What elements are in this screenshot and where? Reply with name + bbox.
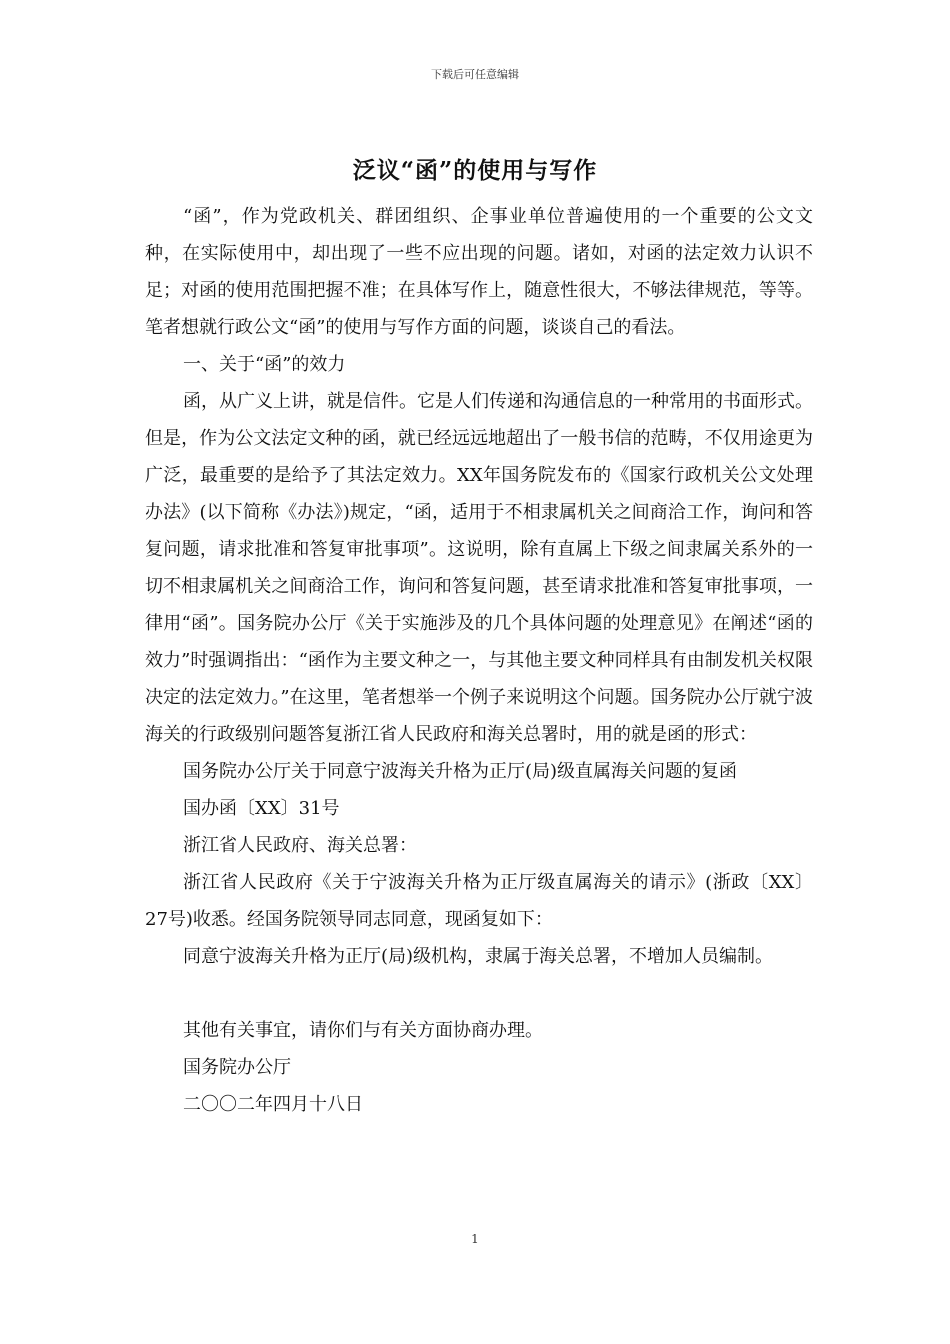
letter-recipients: 浙江省人民政府、海关总署： <box>183 835 417 856</box>
letter-signature: 国务院办公厅 <box>183 1057 291 1078</box>
letter-date: 二〇〇二年四月十八日 <box>183 1094 363 1115</box>
letter-body-2: 同意宁波海关升格为正厅(局)级机构，隶属于海关总署，不增加人员编制。 <box>183 946 774 967</box>
letter-body-3: 其他有关事宜，请你们与有关方面协商办理。 <box>183 1020 543 1041</box>
blank-line <box>145 975 813 1012</box>
letter-number: 国办函〔XX〕31号 <box>183 798 340 819</box>
letter-title: 国务院办公厅关于同意宁波海关升格为正厅(局)级直属海关问题的复函 <box>183 761 738 782</box>
document-title: 泛议“函”的使用与写作 <box>352 157 598 184</box>
section-heading-1: 一、关于“函”的效力 <box>183 354 346 375</box>
letter-body-1: 浙江省人民政府《关于宁波海关升格为正厅级直属海关的请示》(浙政〔XX〕27号)收悉。经国务院领导同志同意，现函复如下： <box>145 872 813 930</box>
paragraph-intro: “函”，作为党政机关、群团组织、企事业单位普遍使用的一个重要的公文文种，在实际使用中，却出现了一些不应出现的问题。诸如，对函的法定效力认识不足；对函的使用范围把握不准；在具体写作上，随意性很大，不够法律规范，等等。笔者想就行政公文“函”的使用与写作方面的问题，谈谈自己的看法。 <box>145 206 813 338</box>
page-number: 1 <box>471 1232 479 1246</box>
paragraph-effect: 函，从广义上讲，就是信件。它是人们传递和沟通信息的一种常用的书面形式。但是，作为公文法定文种的函，就已经远远地超出了一般书信的范畴，不仅用途更为广泛，最重要的是给予了其法定效力。XX年国务院发布的《国家行政机关公文处理办法》(以下简称《办法》)规定，“函，适用于不相隶属机关之间商洽工作，询问和答复问题，请求批准和答复审批事项”。这说明，除有直属上下级之间隶属关系外的一切不相隶属机关之间商洽工作，询问和答复问题，甚至请求批准和答复审批事项，一律用“函”。国务院办公厅《关于实施涉及的几个具体问题的处理意见》在阐述“函的效力”时强调指出：“函作为主要文种之一，与其他主要文种同样具有由制发机关权限决定的法定效力。”在这里，笔者想举一个例子来说明这个问题。国务院办公厅就宁波海关的行政级别问题答复浙江省人民政府和海关总署时，用的就是函的形式： <box>145 391 813 745</box>
page-header-note: 下载后可任意编辑 <box>431 68 519 81</box>
document-body <box>145 198 813 1123</box>
